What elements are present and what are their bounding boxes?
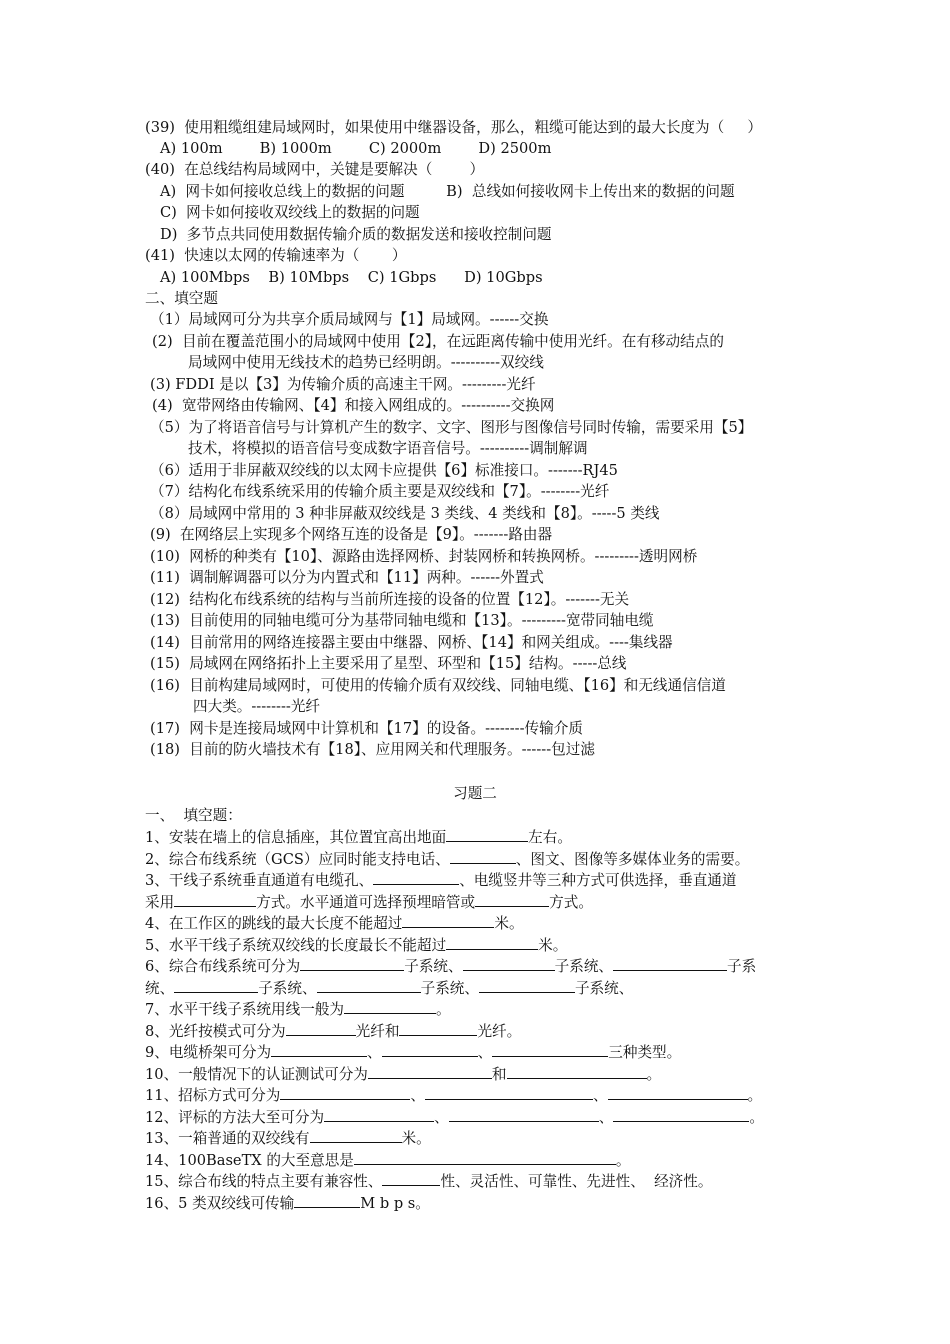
exercise-line-3: 3、干线子系统垂直通道有电缆孔、 、电缆竖井等三种方式可供选择，垂直通道 [145, 872, 737, 889]
exercise-line-11: 11、招标方式可分为 、 、 。 [145, 1087, 763, 1104]
answer-blank[interactable] [324, 1107, 434, 1122]
fill-item: （5）为了将语音信号与计算机产生的数字、文字、图形与图像信号同时传输，需要采用【5】 [150, 419, 753, 436]
exercise-line-14: 14、100BaseTX 的大至意思是 。 [145, 1152, 631, 1169]
question-41-options: A) 100Mbps B) 10Mbps C) 1Gbps D) 10Gbps [160, 269, 543, 286]
fill-item: (15) 局域网在网络拓扑上主要采用了星型、环型和【15】结构。-----总线 [150, 655, 627, 672]
question-40: (40) 在总线结构局域网中，关键是要解决（ ） [145, 161, 485, 178]
exercise-line-12: 12、评标的方法大至可分为 、 、 。 [145, 1109, 764, 1126]
exercise-line-15: 15、综合布线的特点主要有兼容性、 性、灵活性、可靠性、先进性、 经济性。 [145, 1173, 713, 1190]
answer-blank[interactable] [492, 1042, 608, 1057]
fill-item: (16) 目前构建局域网时，可使用的传输介质有双绞线、同轴电缆、【16】和无线通信信道 [150, 677, 726, 694]
answer-blank[interactable] [613, 956, 727, 971]
answer-blank[interactable] [354, 1150, 616, 1165]
fill-item: (18) 目前的防火墙技术有【18】、应用网关和代理服务。------包过滤 [150, 741, 595, 758]
question-40-options-ab: A) 网卡如何接收总线上的数据的问题 B) 总线如何接收网卡上传出来的数据的问题 [160, 183, 735, 200]
fill-item-continuation: 技术，将模拟的语音信号变成数字语音信号。----------调制解调 [188, 440, 588, 457]
answer-blank[interactable] [446, 827, 528, 842]
answer-blank[interactable] [446, 935, 538, 950]
answer-blank[interactable] [425, 1085, 593, 1100]
fill-item-continuation: 四大类。--------光纤 [193, 698, 321, 715]
question-39-options: A) 100m B) 1000m C) 2000m D) 2500m [160, 140, 552, 157]
fill-item: (17) 网卡是连接局域网中计算机和【17】的设备。--------传输介质 [150, 720, 583, 737]
answer-blank[interactable] [507, 1064, 647, 1079]
question-41: (41) 快速以太网的传输速率为（ ） [145, 247, 407, 264]
answer-blank[interactable] [450, 849, 516, 864]
answer-blank[interactable] [271, 1042, 367, 1057]
question-40-option-d: D) 多节点共同使用数据传输介质的数据发送和接收控制问题 [160, 226, 552, 243]
exercise-line-13: 13、一箱普通的双绞线有 米。 [145, 1130, 431, 1147]
exercise-line-9: 9、电缆桥架可分为 、 、 三种类型。 [145, 1044, 682, 1061]
fill-item: （7）结构化布线系统采用的传输介质主要是双绞线和【7】。--------光纤 [150, 483, 610, 500]
exercise-line-7: 7、水平干线子系统用线一般为 。 [145, 1001, 451, 1018]
exercise-line-1: 1、安装在墙上的信息插座，其位置宜高出地面 左右。 [145, 829, 572, 846]
fill-item: (11) 调制解调器可以分为内置式和【11】两种。------外置式 [150, 569, 544, 586]
answer-blank[interactable] [294, 1193, 360, 1208]
fill-item: (9) 在网络层上实现多个网络互连的设备是【9】。-------路由器 [150, 526, 553, 543]
answer-blank[interactable] [373, 870, 459, 885]
exercise-line-6: 6、综合布线系统可分为 子系统、 子系统、 子系 [145, 958, 757, 975]
answer-blank[interactable] [317, 978, 421, 993]
exercise-title: 习题二 [453, 785, 497, 802]
fill-item: （8）局域网中常用的 3 种非屏蔽双绞线是 3 类线、4 类线和【8】。-----5 类线 [150, 505, 660, 522]
fill-item: (10) 网桥的种类有【10】、源路由选择网桥、封装网桥和转换网桥。---------透明网桥 [150, 548, 698, 565]
answer-blank[interactable] [463, 956, 555, 971]
fill-item: (13) 目前使用的同轴电缆可分为基带同轴电缆和【13】。---------宽带同轴电缆 [150, 612, 654, 629]
exercise-line-10: 10、一般情况下的认证测试可分为 和 。 [145, 1066, 662, 1083]
fill-item-continuation: 局域网中使用无线技术的趋势已经明朗。----------双绞线 [188, 354, 544, 371]
answer-blank[interactable] [174, 892, 256, 907]
answer-blank[interactable] [402, 913, 494, 928]
fill-item: (4) 宽带网络由传输网、【4】和接入网组成的。----------交换网 [152, 397, 555, 414]
fill-item: (3) FDDI 是以【3】为传输介质的高速主干网。---------光纤 [150, 376, 536, 393]
exercise-line-16: 16、5 类双绞线可传输 M b p s。 [145, 1195, 430, 1212]
answer-blank[interactable] [613, 1107, 749, 1122]
exercise-line-3-cont: 采用 方式。水平通道可选择预埋暗管或 方式。 [145, 894, 593, 911]
fill-item: （1）局域网可分为共享介质局域网与【1】局域网。------交换 [150, 311, 549, 328]
answer-blank[interactable] [449, 1107, 599, 1122]
answer-blank[interactable] [280, 1085, 410, 1100]
question-40-option-c: C) 网卡如何接收双绞线上的数据的问题 [160, 204, 420, 221]
answer-blank[interactable] [174, 978, 258, 993]
exercise-line-5: 5、水平干线子系统双绞线的长度最长不能超过 米。 [145, 937, 568, 954]
answer-blank[interactable] [399, 1021, 477, 1036]
exercise-heading: 一、 填空题： [145, 807, 242, 824]
exercise-line-6-cont: 统、 子系统、 子系统、 子系统、 [145, 980, 634, 997]
answer-blank[interactable] [368, 1064, 492, 1079]
answer-blank[interactable] [300, 956, 404, 971]
answer-blank[interactable] [310, 1128, 402, 1143]
question-39: (39) 使用粗缆组建局域网时，如果使用中继器设备，那么，粗缆可能达到的最大长度为（ ） [145, 119, 762, 136]
answer-blank[interactable] [382, 1042, 478, 1057]
answer-blank[interactable] [344, 999, 436, 1014]
answer-blank[interactable] [608, 1085, 748, 1100]
answer-blank[interactable] [475, 892, 549, 907]
section-heading: 二、填空题 [145, 290, 218, 307]
fill-item: （6）适用于非屏蔽双绞线的以太网卡应提供【6】标准接口。-------RJ45 [150, 462, 618, 479]
exercise-line-4: 4、在工作区的跳线的最大长度不能超过 米。 [145, 915, 524, 932]
answer-blank[interactable] [286, 1021, 356, 1036]
fill-item: (14) 目前常用的网络连接器主要由中继器、网桥、【14】和网关组成。----集线器 [150, 634, 673, 651]
exercise-line-8: 8、光纤按模式可分为 光纤和 光纤。 [145, 1023, 522, 1040]
fill-item: (2) 目前在覆盖范围小的局域网中使用【2】，在远距离传输中使用光纤。在有移动结点的 [152, 333, 724, 350]
exercise-line-2: 2、综合布线系统（GCS）应同时能支持电话、 、图文、图像等多媒体业务的需要。 [145, 851, 750, 868]
answer-blank[interactable] [479, 978, 575, 993]
answer-blank[interactable] [382, 1171, 440, 1186]
fill-item: (12) 结构化布线系统的结构与当前所连接的设备的位置【12】。-------无关 [150, 591, 630, 608]
